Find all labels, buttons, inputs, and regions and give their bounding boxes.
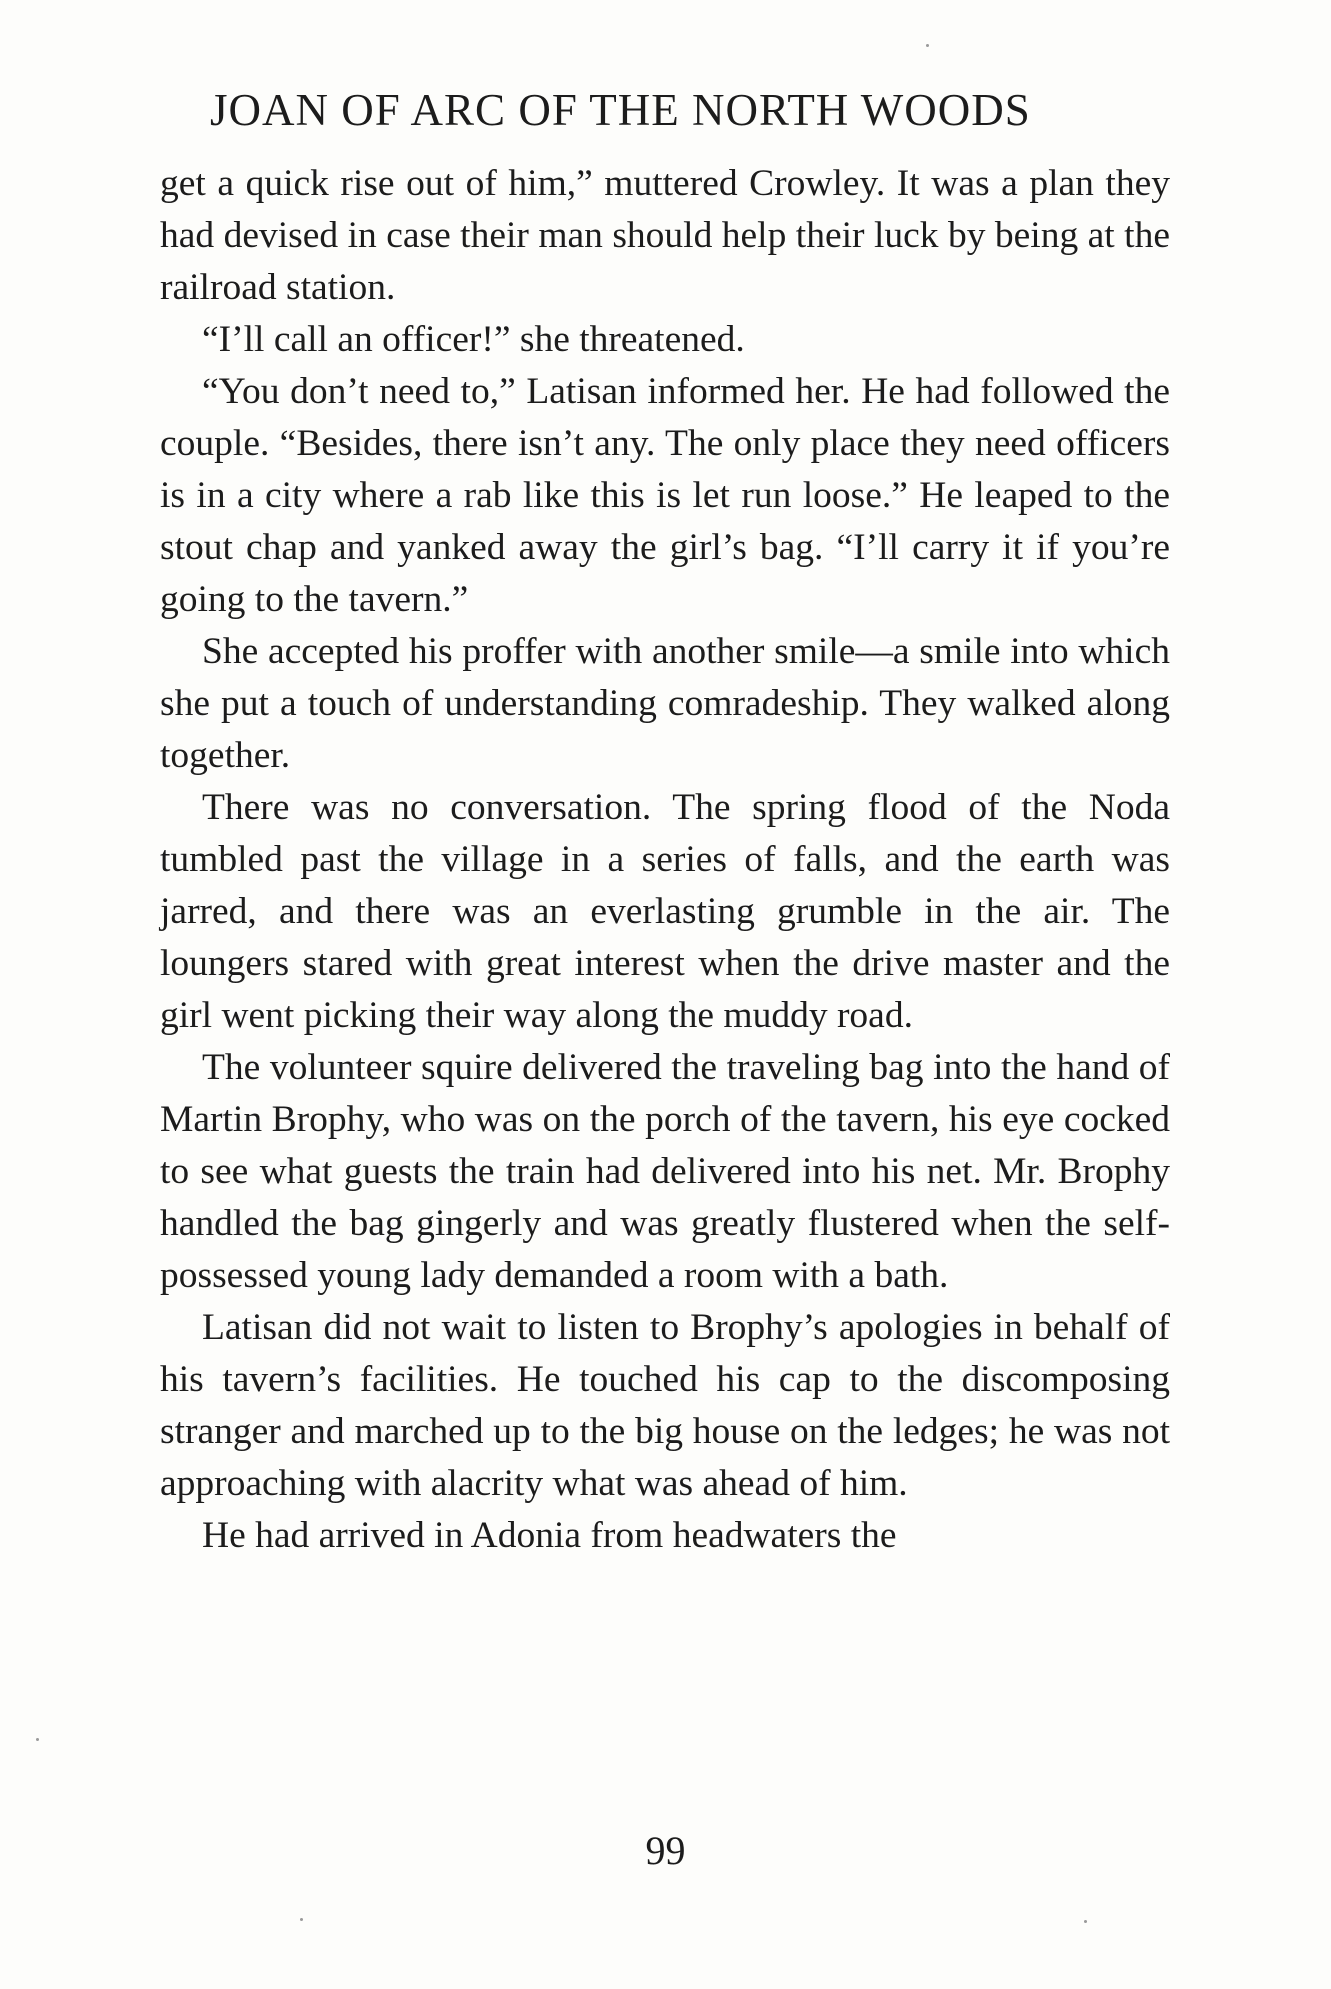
paragraph: She accepted his proffer with another smile—a smile into which she put a touch of understanding comradeship. They walked along together. xyxy=(160,631,1170,776)
paragraph: “I’ll call an officer!” she threatened. xyxy=(202,319,745,360)
body-text xyxy=(160,158,1170,1562)
paper-speck xyxy=(36,1738,39,1741)
paragraph: Latisan did not wait to listen to Brophy’s apologies in behalf of his tavern’s facilities. He touched his cap to the discomposing stranger and marched up to the big house on the ledges; he was not approaching with alacrity what was ahead of him. xyxy=(160,1307,1170,1504)
running-head: JOAN OF ARC OF THE NORTH WOODS xyxy=(210,85,1031,135)
paragraph: get a quick rise out of him,” muttered Crowley. It was a plan they had devised in case their man should help their luck by being at the railroad station. xyxy=(160,163,1170,308)
paragraph: The volunteer squire delivered the traveling bag into the hand of Martin Brophy, who was on the porch of the tavern, his eye cocked to see what guests the train had delivered into his net. Mr. Brophy handled the bag gingerly and was greatly flustered when the self-possessed young lady demanded a room with a bath. xyxy=(160,1047,1170,1296)
page-number: 99 xyxy=(645,1828,686,1873)
paper-speck xyxy=(926,44,929,47)
paragraph: There was no conversation. The spring flood of the Noda tumbled past the village in a series of falls, and the earth was jarred, and there was an everlasting grumble in the air. The loungers stared with great interest when the drive master and the girl went picking their way along the muddy road. xyxy=(160,787,1170,1036)
paper-speck xyxy=(1084,1920,1087,1923)
paper-speck xyxy=(300,1918,303,1921)
paragraph: He had arrived in Adonia from headwaters the xyxy=(202,1515,897,1556)
paragraph: “You don’t need to,” Latisan informed her. He had followed the couple. “Besides, there isn’t any. The only place they need officers is in a city where a rab like this is let run loose.” He leaped to the stout chap and yanked away the girl’s bag. “I’ll carry it if you’re going to the tavern.” xyxy=(160,371,1170,620)
